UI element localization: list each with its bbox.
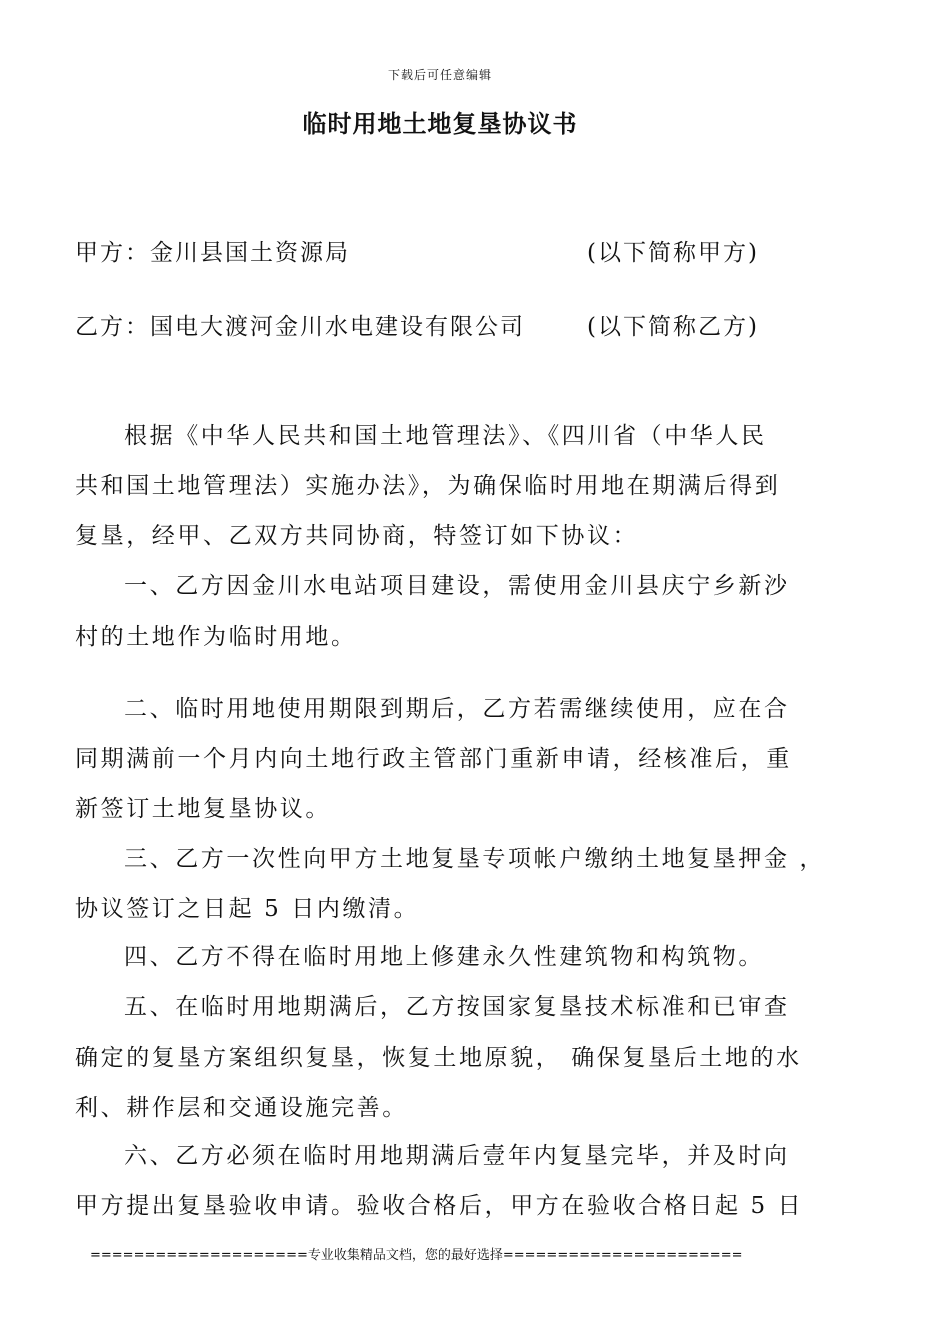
party-a-line bbox=[75, 234, 759, 267]
party-b-alias: (以下简称乙方) bbox=[587, 314, 759, 340]
clause-6-line-1: 六、乙方必须在临时用地期满后壹年内复垦完毕，并及时向 bbox=[124, 1143, 790, 1169]
clause-2-line-3: 新签订土地复垦协议。 bbox=[75, 796, 331, 822]
clause-5-line-2: 确定的复垦方案组织复垦，恢复土地原貌， 确保复垦后土地的水 bbox=[75, 1045, 802, 1071]
clause-1-line-2: 村的土地作为临时用地。 bbox=[75, 624, 357, 650]
clause-5-line-1: 五、在临时用地期满后，乙方按国家复垦技术标准和已审查 bbox=[124, 994, 790, 1020]
clause-4-line-1: 四、乙方不得在临时用地上修建永久性建筑物和构筑物。 bbox=[124, 944, 764, 970]
clause-2-line-2: 同期满前一个月内向土地行政主管部门重新申请，经核准后，重 bbox=[75, 746, 792, 772]
party-a-alias: (以下简称甲方) bbox=[587, 240, 759, 266]
footer-note: ====================专业收集精品文档，您的最好选择====================== bbox=[90, 1248, 743, 1263]
clause-5-line-3: 利、耕作层和交通设施完善。 bbox=[75, 1095, 408, 1121]
party-a-label: 甲方：金川县国土资源局 bbox=[75, 240, 350, 266]
clause-2-line-1: 二、临时用地使用期限到期后，乙方若需继续使用，应在合 bbox=[124, 696, 790, 722]
clause-intro-line-1: 根据《中华人民共和国土地管理法》、《四川省（中华人民 bbox=[124, 423, 767, 449]
document-title: 临时用地土地复垦协议书 bbox=[302, 109, 578, 138]
clause-6-line-2: 甲方提出复垦验收申请。验收合格后，甲方在验收合格日起 5 日 bbox=[75, 1193, 804, 1219]
clause-1-line-1: 一、乙方因金川水电站项目建设，需使用金川县庆宁乡新沙 bbox=[124, 573, 790, 599]
clause-3-line-2: 协议签订之日起 5 日内缴清。 bbox=[75, 896, 420, 922]
clause-3-line-1: 三、乙方一次性向甲方土地复垦专项帐户缴纳土地复垦押金 ， bbox=[124, 846, 826, 872]
header-note: 下载后可任意编辑 bbox=[387, 68, 492, 82]
party-b-label: 乙方：国电大渡河金川水电建设有限公司 bbox=[75, 314, 525, 340]
clause-intro-line-2: 共和国土地管理法）实施办法》，为确保临时用地在期满后得到 bbox=[75, 473, 781, 499]
clause-intro-line-3: 复垦，经甲、乙双方共同协商，特签订如下协议： bbox=[75, 523, 639, 549]
party-b-line bbox=[75, 308, 759, 341]
